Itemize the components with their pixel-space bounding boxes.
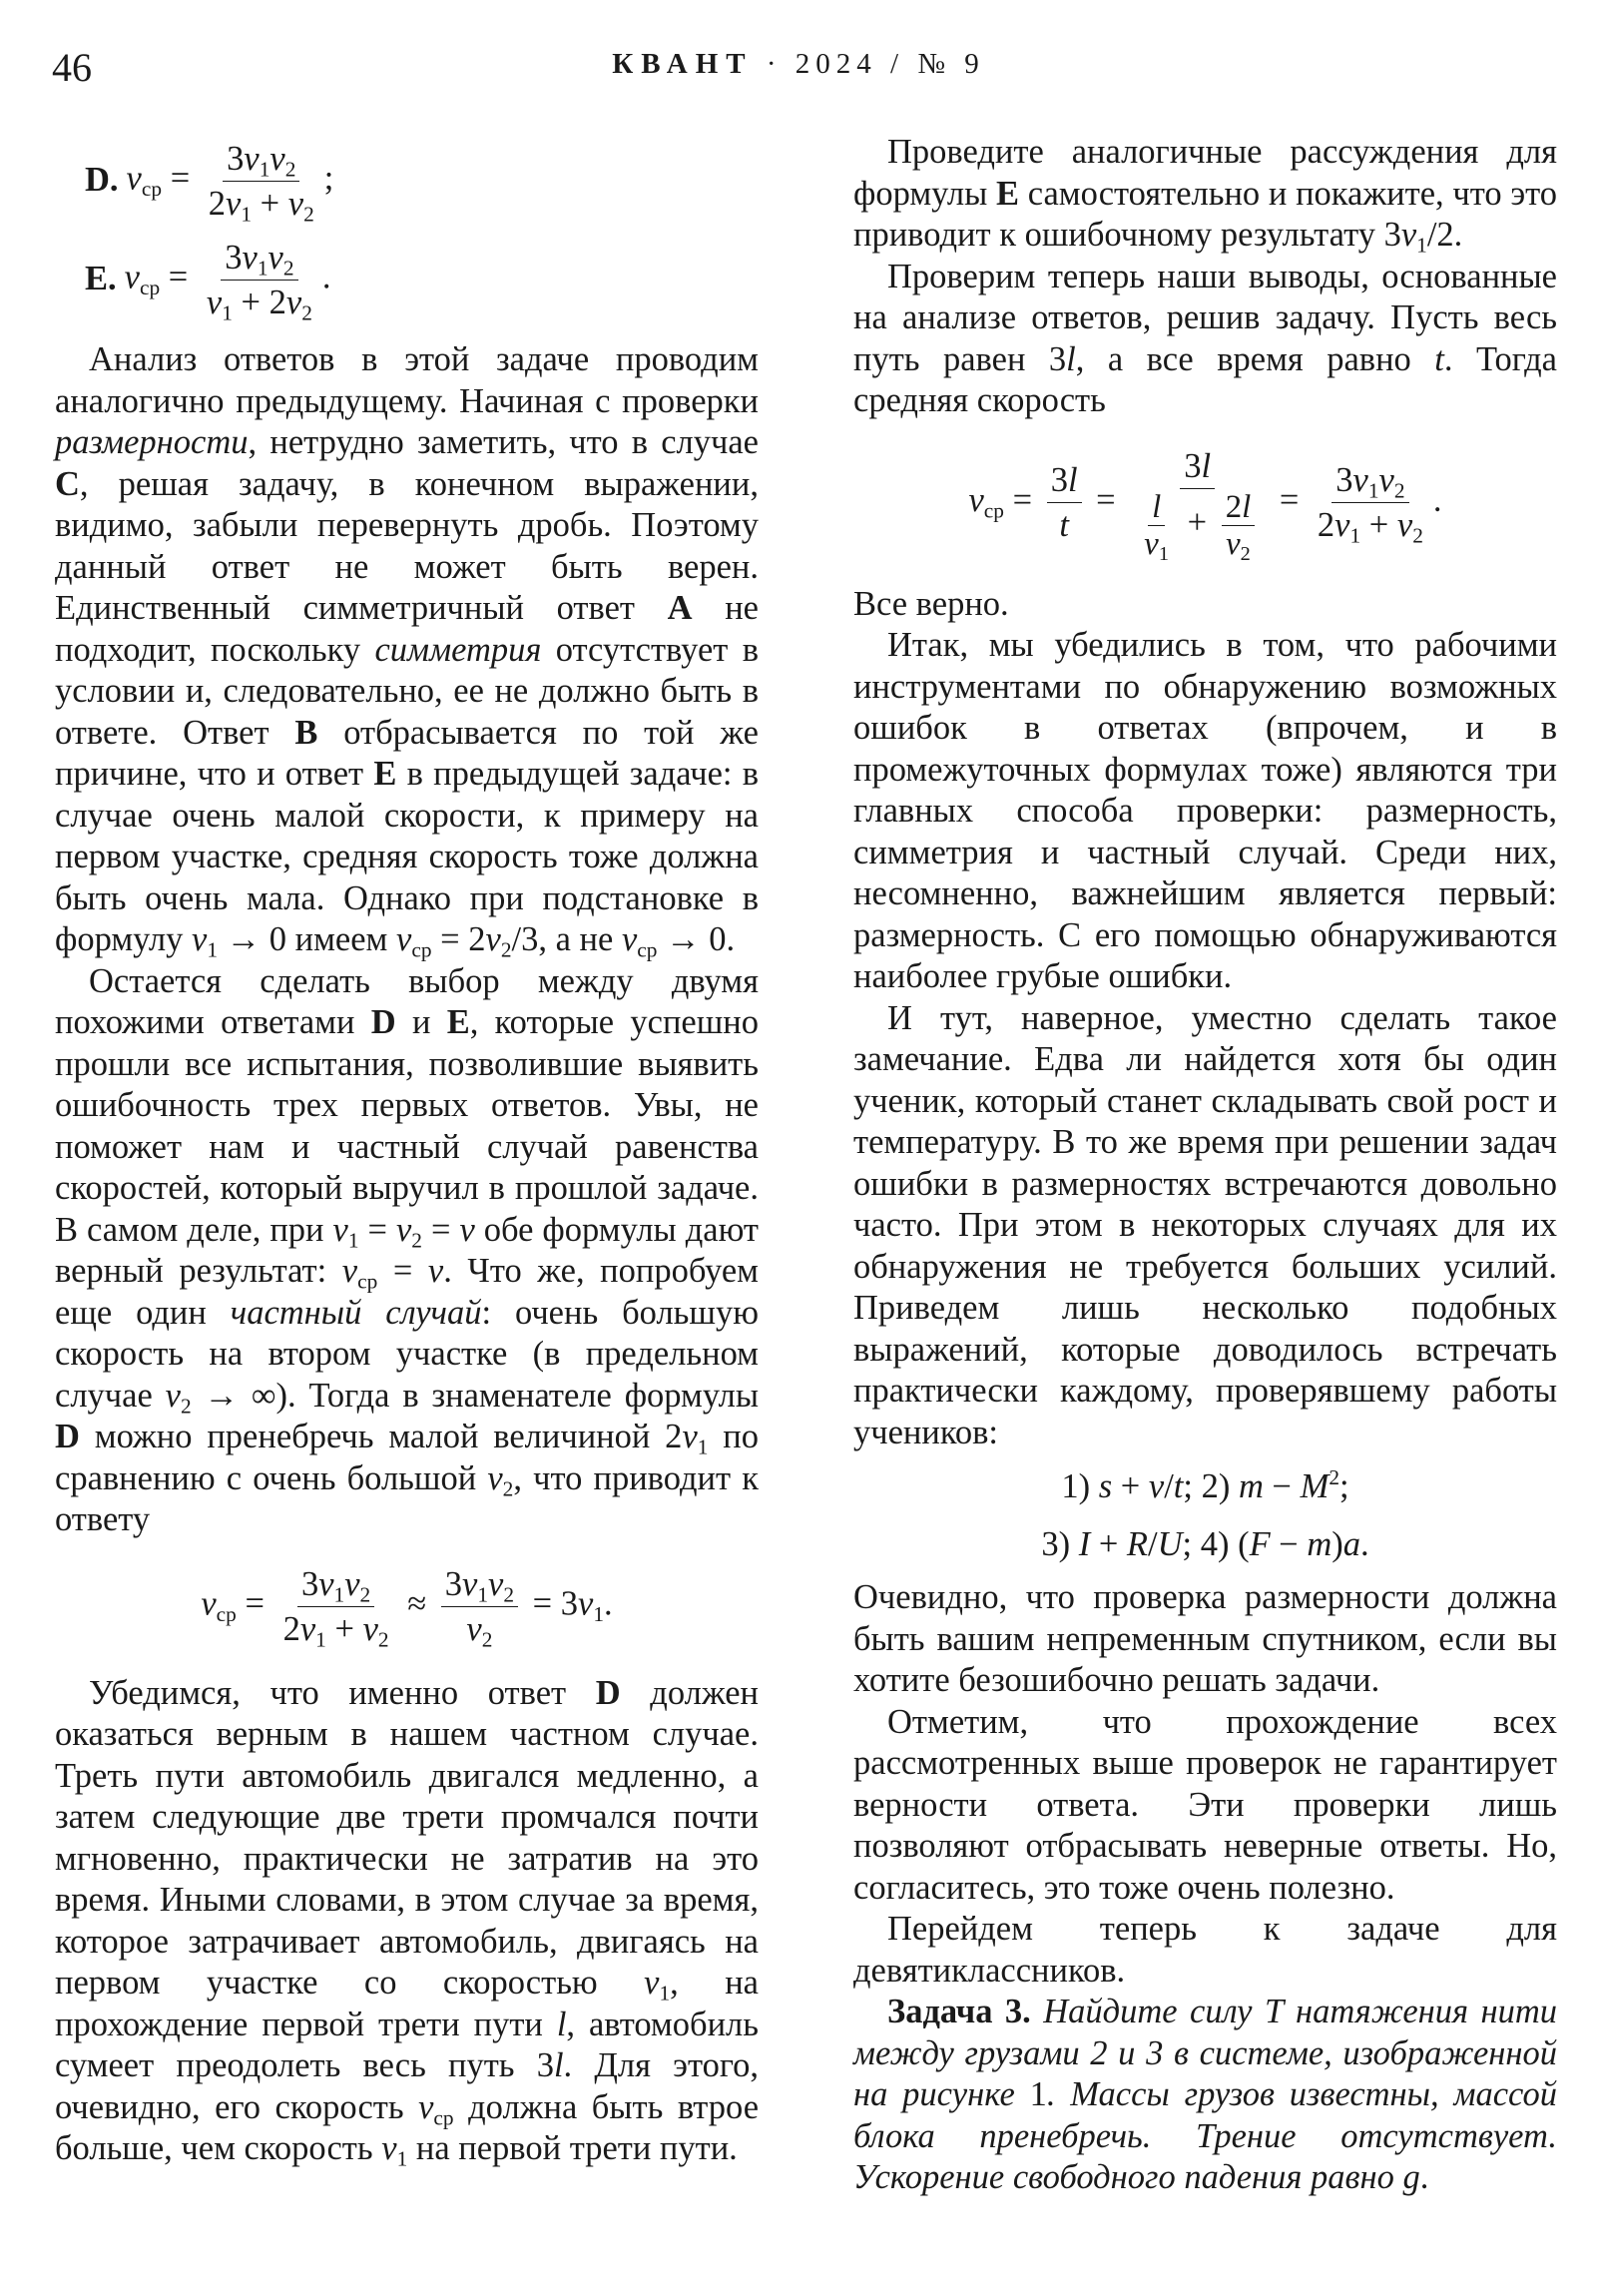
subscript: 1 xyxy=(1349,523,1361,548)
math-variable: v xyxy=(418,2087,434,2126)
text-run: 3) xyxy=(1041,1525,1079,1563)
text-run: 3 xyxy=(1050,461,1068,499)
subscript: ср xyxy=(357,1269,378,1294)
subscript: 1 xyxy=(207,937,219,962)
fraction xyxy=(203,236,316,324)
math-variable: v xyxy=(1378,461,1394,499)
formula-label: D. xyxy=(85,161,119,200)
math-variable: v xyxy=(1144,525,1159,562)
subscript: ср xyxy=(983,497,1004,522)
math-variable: v xyxy=(396,920,412,958)
paragraph xyxy=(853,998,1557,1454)
text-run: можно пренебречь малой величиной 2 xyxy=(79,1418,683,1455)
text-run: ; xyxy=(1339,1467,1349,1505)
math-variable: v xyxy=(644,1964,660,2002)
text-run xyxy=(1031,1993,1043,2030)
text-run: + xyxy=(252,184,288,223)
math-variable: I xyxy=(1078,1525,1091,1563)
formula-answer-e xyxy=(55,230,759,329)
text-run: должна быть втрое больше, чем скорость xyxy=(55,2087,760,2167)
right-column xyxy=(853,132,1557,2199)
subscript: ср xyxy=(411,937,432,962)
subscript: 1 xyxy=(315,1627,326,1652)
math-variable: v xyxy=(226,184,242,223)
text-run: Перейдем теперь к задаче для девятиклассников. xyxy=(853,1910,1557,1990)
math-variable: v xyxy=(165,1376,181,1415)
text-run: → ∞). Тогда в знаменателе формулы xyxy=(191,1376,759,1415)
subscript: 2 xyxy=(284,156,296,181)
text-run: , автомобиль сумеет преодолеть весь путь 3 xyxy=(55,2005,759,2084)
text-run: = xyxy=(1087,480,1125,519)
math-variable: F xyxy=(1249,1525,1271,1563)
fraction xyxy=(1140,488,1173,565)
math-variable: v xyxy=(1148,1467,1165,1505)
subscript: ср xyxy=(637,937,658,962)
text-run: , решая задачу, в конечном выражении, видимо, забыли перевернуть дробь. Поэтому данный ответ не может быть верен. Единственный симметричный ответ xyxy=(55,464,759,627)
italic-run: 2 xyxy=(1090,2033,1108,2072)
text-run: 1 xyxy=(1029,2075,1047,2113)
text-block xyxy=(55,339,759,1541)
math-variable: l xyxy=(1067,461,1078,499)
math-variable: v xyxy=(459,1210,475,1249)
issue-number: 2024 / № 9 xyxy=(795,48,985,80)
math-variable: v xyxy=(285,283,302,321)
text-run: самостоятельно и покажите, что это приводит к ошибочному результату 3 xyxy=(853,174,1557,254)
math-variable: l xyxy=(1242,488,1252,525)
subscript: 1 xyxy=(241,201,253,226)
text-run: + xyxy=(1090,1525,1127,1563)
text-run: ; 4) ( xyxy=(1182,1525,1250,1563)
text-run: /2. xyxy=(1426,216,1463,254)
paragraph xyxy=(55,961,759,1541)
text-run: . xyxy=(604,1584,613,1623)
text-run: отсутствует в условии и, следовательно, ее не должно быть в ответе. Ответ xyxy=(55,630,759,752)
subscript: 2 xyxy=(481,1627,493,1652)
paragraph xyxy=(853,584,1557,626)
text-run: = xyxy=(236,1584,273,1623)
math-variable: v xyxy=(1334,506,1350,544)
numerator xyxy=(223,137,299,182)
paragraph xyxy=(55,339,759,961)
subscript: 1 xyxy=(697,1435,709,1459)
math-variable: v xyxy=(1400,216,1417,254)
math-variable: v xyxy=(206,283,223,321)
text-run: + xyxy=(1112,1467,1149,1505)
math-variable: v xyxy=(381,2129,397,2167)
text-run: = xyxy=(162,158,199,197)
text-run: 3 xyxy=(1335,461,1353,499)
text-run: должен оказаться верным в нашем частном случае. Треть пути автомобиль двигался медленно, а затем следующие две трети промчался почти мгновенно, практически не затратив на это время. Иными словами, в этом случае за время, которое затрачивает автомобиль, двигаясь на первом участке со скоростью xyxy=(55,1673,759,2002)
italic-run: размерности xyxy=(55,423,249,461)
denominator xyxy=(1140,525,1173,565)
math-variable: v xyxy=(126,158,142,197)
math-variable: v xyxy=(344,1565,360,1603)
math-variable: l xyxy=(1152,488,1162,525)
denominator xyxy=(279,1607,393,1651)
text-run: Очевидно, что проверка размерности должна быть вашим непременным спутником, если вы хотите безошибочно решать задачи. xyxy=(853,1578,1557,1699)
fraction xyxy=(1222,488,1256,565)
math-variable: v xyxy=(299,1610,316,1648)
text-run: . xyxy=(1360,1525,1369,1563)
text-run: − xyxy=(1263,1467,1301,1505)
text-run: отбрасывается по той же причине, что и ответ xyxy=(55,713,759,793)
text-run: = xyxy=(1003,480,1041,519)
subscript: 1 xyxy=(1367,478,1379,503)
paragraph xyxy=(853,257,1557,422)
text-run: = xyxy=(421,1210,460,1249)
running-header xyxy=(0,48,1597,81)
math-variable: v xyxy=(682,1418,698,1455)
text-run: = 3 xyxy=(524,1584,579,1623)
math-variable: l xyxy=(1066,339,1076,378)
formula-limit-case xyxy=(55,1541,759,1673)
math-variable: v xyxy=(267,238,283,277)
math-variable: v xyxy=(242,238,258,277)
fraction xyxy=(441,1562,518,1651)
text-run: = 2 xyxy=(431,920,486,958)
math-variable: v xyxy=(462,1565,478,1603)
text-run: 3 xyxy=(227,139,245,178)
subscript: 2 xyxy=(411,1227,422,1252)
superscript: 2 xyxy=(1329,1465,1340,1490)
numerator xyxy=(441,1562,518,1607)
paragraph xyxy=(853,1702,1557,1910)
text-run: : очень большую скорость на втором участке (в предельном случае xyxy=(55,1293,759,1415)
subscript: 1 xyxy=(333,1582,345,1607)
formula-solution xyxy=(853,422,1557,584)
math-variable: v xyxy=(318,1565,334,1603)
journal-title: КВАНТ xyxy=(612,48,754,80)
text-run: И тут, наверное, уместно сделать такое замечание. Едва ли найдется хотя бы один ученик, который станет складывать свой рост и температуру. В то же время при решении задач ошибки в размерностях встречаются довольно часто. При этом в некоторых случаях для их обнаружения не требуется больших усилий. Приведем лишь несколько подобных выражений, которые доводилось встречать практически каждому, проверявшему работы учеников: xyxy=(853,998,1557,1451)
text-run: / xyxy=(1147,1525,1158,1563)
math-variable: v xyxy=(124,257,140,295)
example-line xyxy=(853,1457,1557,1515)
text-block xyxy=(853,132,1557,422)
math-variable: m xyxy=(1238,1467,1264,1505)
denominator xyxy=(203,281,316,324)
math-variable: t xyxy=(1173,1467,1184,1505)
text-run: в предыдущей задаче: в случае очень малой скорости, к примеру на первом участке, средняя скорость тоже должна быть очень мала. Однако при подстановке в формулу xyxy=(55,755,759,958)
paragraph xyxy=(853,1992,1557,2199)
denominator xyxy=(1055,503,1073,547)
italic-run: Найдите силу xyxy=(1043,1993,1265,2030)
math-variable: m xyxy=(1307,1525,1332,1563)
bold-run: D xyxy=(370,1003,396,1041)
text-run: Все верно. xyxy=(853,584,1009,623)
subscript: ср xyxy=(139,275,161,299)
text-run: 2 xyxy=(208,184,227,223)
math-variable: v xyxy=(1396,506,1413,544)
text-run: , нетрудно заметить, что в случае xyxy=(248,423,759,461)
math-variable: v xyxy=(488,1565,504,1603)
text-run: 3 xyxy=(444,1565,463,1603)
denominator xyxy=(1222,525,1255,565)
italic-run: в системе, изображенной на рисунке xyxy=(853,2033,1558,2113)
numerator xyxy=(221,236,297,281)
italic-run: и xyxy=(1107,2033,1147,2072)
formula-answer-d xyxy=(55,132,759,230)
paragraph xyxy=(853,625,1557,998)
subscript: 2 xyxy=(503,1582,515,1607)
subscript: 2 xyxy=(301,299,312,324)
example-line xyxy=(853,1515,1557,1573)
subscript: 1 xyxy=(347,1227,359,1252)
math-variable: v xyxy=(1226,525,1241,562)
paragraph xyxy=(853,1577,1557,1702)
examples-list xyxy=(853,1457,1557,1573)
text-run: . Для этого, очевидно, его скорость xyxy=(55,2046,759,2126)
math-variable: v xyxy=(487,1458,503,1497)
subscript: 2 xyxy=(1393,478,1405,503)
math-variable: v xyxy=(395,1210,412,1249)
bold-run: C xyxy=(55,464,80,503)
math-variable: v xyxy=(192,920,208,958)
fraction xyxy=(1047,458,1082,547)
text-run: ; xyxy=(323,158,334,197)
text-run: 2 xyxy=(1317,506,1335,544)
math-variable: v xyxy=(578,1584,594,1623)
text-run: + xyxy=(1360,506,1397,544)
subscript: 2 xyxy=(303,201,314,226)
text-run: Проверим теперь наши выводы, основанные на анализе ответов, решив задачу. Пусть весь путь равен 3 xyxy=(853,257,1557,378)
subscript: 1 xyxy=(222,299,233,324)
text-block xyxy=(853,1577,1557,2199)
denominator xyxy=(1314,503,1427,547)
bold-run: B xyxy=(294,713,318,752)
text-block xyxy=(853,584,1557,1454)
subscript: ср xyxy=(141,176,163,201)
math-variable: v xyxy=(341,1252,358,1290)
denominator xyxy=(205,182,318,226)
subscript: 1 xyxy=(259,156,270,181)
text-run: . Что же, попробуем еще один xyxy=(55,1252,760,1332)
math-variable: U xyxy=(1157,1525,1183,1563)
text-run: Анализ ответов в этой задаче проводим аналогично предыдущему. Начиная с проверки xyxy=(55,340,759,420)
fraction xyxy=(1130,444,1265,565)
fraction xyxy=(279,1562,393,1651)
text-run: , на прохождение первой трети пути xyxy=(55,1964,759,2043)
fraction xyxy=(205,137,318,226)
math-variable: t xyxy=(1434,339,1444,378)
subscript: 2 xyxy=(282,255,294,280)
math-variable: t xyxy=(1059,506,1069,544)
text-run: = xyxy=(358,1210,396,1249)
math-variable: v xyxy=(1352,461,1368,499)
text-run: . xyxy=(321,257,331,295)
subscript: ср xyxy=(433,2104,454,2129)
math-variable: l xyxy=(1201,446,1212,485)
math-variable: s xyxy=(1098,1467,1113,1505)
text-run: = xyxy=(160,257,197,295)
italic-run: частный случай xyxy=(230,1293,482,1332)
math-variable: v xyxy=(362,1610,378,1648)
subscript: 2 xyxy=(377,1627,389,1652)
subscript: 2 xyxy=(180,1393,192,1418)
denominator xyxy=(462,1607,496,1651)
numerator xyxy=(1180,444,1215,489)
bold-run: D xyxy=(595,1673,621,1712)
math-variable: l xyxy=(553,2046,564,2084)
left-column xyxy=(55,132,759,2170)
text-run: Отметим, что прохождение всех рассмотренных выше проверок не гарантирует верности ответа. Эти проверки лишь позволяют отбрасывать неверные ответы. Но, согласитесь, это тоже очень полезно. xyxy=(853,1702,1557,1907)
italic-run: 3 xyxy=(1146,2033,1164,2072)
text-run: Убедимся, что именно ответ xyxy=(89,1673,596,1712)
text-run: ) xyxy=(1331,1525,1343,1563)
math-variable: T xyxy=(1264,1993,1284,2030)
text-run: ≈ xyxy=(398,1584,435,1623)
header-separator: · xyxy=(766,48,783,80)
bold-run: E xyxy=(446,1003,470,1041)
text-run: Остается сделать выбор между двумя похожими ответами xyxy=(55,961,759,1041)
text-run: и xyxy=(395,1003,447,1041)
subscript: 1 xyxy=(1158,542,1169,565)
bold-run: A xyxy=(667,589,693,627)
text-run: 3 xyxy=(1184,446,1202,485)
subscript: 1 xyxy=(396,2146,408,2171)
subscript: ср xyxy=(216,1601,237,1626)
math-variable: v xyxy=(427,1252,444,1290)
math-variable: v xyxy=(201,1584,217,1623)
text-run: / xyxy=(1164,1467,1174,1505)
text-run: 2 xyxy=(1225,488,1243,525)
text-run: , которые успешно прошли все испытания, позволившие выявить ошибочность трех первых ответов. Увы, не поможет нам и частный случай равенства скоростей, который выручил в прошлой задаче. В самом деле, при xyxy=(55,1003,759,1249)
numerator xyxy=(1047,458,1082,503)
math-variable: v xyxy=(485,920,501,958)
subscript: 1 xyxy=(477,1582,489,1607)
math-variable: g xyxy=(1402,2158,1420,2196)
math-variable: v xyxy=(269,139,285,178)
text-run: . xyxy=(1432,480,1442,519)
text-run: . Тогда средняя скорость xyxy=(853,339,1557,419)
text-run: + xyxy=(325,1610,363,1648)
italic-run: симметрия xyxy=(374,630,542,669)
text-run: ; 2) xyxy=(1183,1467,1239,1505)
subscript: 2 xyxy=(502,1475,514,1500)
math-variable: v xyxy=(621,920,638,958)
text-run: Проведите аналогичные рассуждения для формулы xyxy=(853,133,1557,213)
text-run: 2 xyxy=(282,1610,300,1648)
paragraph xyxy=(853,132,1557,257)
math-variable: a xyxy=(1342,1525,1361,1563)
paragraph xyxy=(853,1909,1557,1992)
bold-run: Задача 3. xyxy=(887,1993,1031,2030)
formula-label: E. xyxy=(85,260,117,298)
text-run: Итак, мы убедились в том, что рабочими инструментами по обнаружению возможных ошибок в ответах (впрочем, и в промежуточных формулах тоже) являются три главных способа проверки: размерность, симметрия и частный случай. Среди них, несомненно, важнейшим является первый: размерность. С его помощью обнаруживаются наиболее грубые ошибки. xyxy=(853,626,1557,995)
subscript: 1 xyxy=(1416,233,1427,258)
text-run: + 2 xyxy=(232,283,286,321)
text-run: /3, а не xyxy=(511,920,622,958)
text-run: → 0. xyxy=(657,920,736,958)
text-run: − xyxy=(1270,1525,1308,1563)
denominator xyxy=(1130,488,1265,565)
numerator xyxy=(1222,489,1256,526)
math-variable: v xyxy=(287,184,304,223)
text-run: = xyxy=(1271,480,1308,519)
text-run: на первой трети пути. xyxy=(407,2129,738,2167)
subscript: 2 xyxy=(1412,523,1423,548)
text-run: + xyxy=(1178,502,1216,541)
subscript: 1 xyxy=(659,1981,671,2006)
text-run: , что приводит к ответу xyxy=(55,1458,759,1538)
subscript: 2 xyxy=(1240,542,1251,565)
italic-run: . Массы грузов известны, массой блока пренебречь. Трение отсутствует. Ускорение свободного падения равно xyxy=(853,2075,1557,2196)
math-variable: v xyxy=(244,139,260,178)
math-variable: v xyxy=(968,480,984,519)
text-run: 1) xyxy=(1061,1467,1099,1505)
text-run: обе формулы дают верный результат: xyxy=(55,1210,759,1290)
text-run: 3 xyxy=(225,238,243,277)
numerator xyxy=(1148,489,1165,526)
math-variable: M xyxy=(1300,1467,1330,1505)
text-run: 3 xyxy=(300,1565,319,1603)
text-block xyxy=(55,1673,759,2170)
math-variable: l xyxy=(556,2005,567,2043)
bold-run: E xyxy=(373,755,397,793)
subscript: 1 xyxy=(593,1601,605,1626)
subscript: 2 xyxy=(500,937,512,962)
text-run: , а все время равно xyxy=(1075,339,1435,378)
bold-run: D xyxy=(55,1418,80,1455)
italic-run: натяжения нити между грузами xyxy=(853,1993,1558,2072)
text-run: не подходит, поскольку xyxy=(55,589,759,669)
numerator xyxy=(297,1562,374,1607)
math-variable: v xyxy=(466,1610,482,1648)
bold-run: E xyxy=(996,174,1020,213)
text-run: → 0 имеем xyxy=(218,920,397,958)
math-variable: R xyxy=(1126,1525,1148,1563)
text-run: по сравнению с очень большой xyxy=(55,1418,759,1497)
subscript: 2 xyxy=(359,1582,371,1607)
paragraph xyxy=(55,1673,759,2170)
math-variable: v xyxy=(332,1210,348,1249)
fraction xyxy=(1314,458,1427,547)
text-run: . xyxy=(1419,2158,1429,2196)
numerator xyxy=(1331,458,1408,503)
page-number: 46 xyxy=(52,45,92,90)
text-run: = xyxy=(377,1252,428,1290)
subscript: 1 xyxy=(257,255,268,280)
